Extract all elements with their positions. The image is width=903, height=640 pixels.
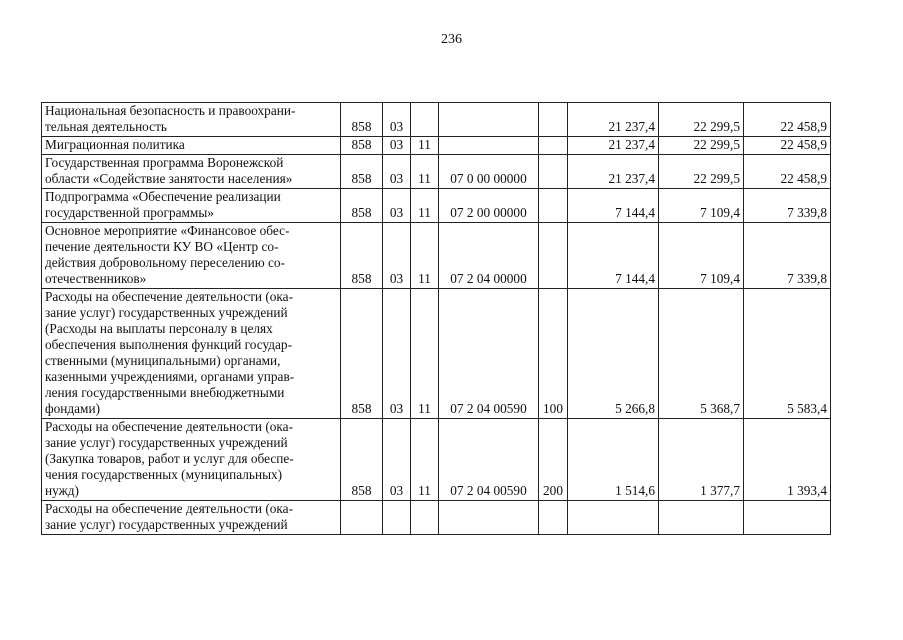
table-row — [42, 223, 831, 289]
cell-target-article — [439, 501, 539, 535]
cell-item-name — [42, 189, 341, 223]
cell-grbs — [341, 501, 383, 535]
cell-amount-year-3: 22 458,9 — [744, 155, 831, 189]
cell-item-name — [42, 501, 341, 535]
cell-subsection — [411, 501, 439, 535]
cell-amount-year-1: 21 237,4 — [568, 103, 659, 137]
item-name-line: Подпрограмма «Обеспечение реализации — [45, 189, 281, 204]
item-name-line: Государственная программа Воронежской — [45, 155, 284, 170]
cell-grbs: 858 — [341, 289, 383, 419]
cell-amount-year-1 — [568, 501, 659, 535]
table-row — [42, 155, 831, 189]
cell-amount-year-3 — [744, 501, 831, 535]
cell-subsection: 11 — [411, 189, 439, 223]
cell-amount-year-2: 7 109,4 — [659, 223, 744, 289]
cell-amount-year-3: 5 583,4 — [744, 289, 831, 419]
item-name-line: печение деятельности КУ ВО «Центр со- — [45, 239, 279, 254]
item-name-line: области «Содействие занятости населения» — [45, 171, 293, 186]
cell-amount-year-2: 22 299,5 — [659, 155, 744, 189]
cell-subsection: 11 — [411, 137, 439, 155]
cell-expense-type — [539, 501, 568, 535]
item-name-line: (Закупка товаров, работ и услуг для обеспе- — [45, 451, 294, 466]
table-row — [42, 419, 831, 501]
cell-amount-year-3: 22 458,9 — [744, 137, 831, 155]
cell-target-article: 07 2 00 00000 — [439, 189, 539, 223]
item-name-line: Миграционная политика — [45, 137, 185, 152]
cell-grbs: 858 — [341, 223, 383, 289]
cell-target-article: 07 2 04 00590 — [439, 289, 539, 419]
cell-expense-type — [539, 103, 568, 137]
item-name-line: нужд) — [45, 483, 79, 498]
table-row — [42, 137, 831, 155]
item-name-line: зание услуг) государственных учреждений — [45, 517, 288, 532]
item-name-line: отечественников» — [45, 271, 147, 286]
cell-expense-type — [539, 155, 568, 189]
cell-item-name — [42, 289, 341, 419]
item-name-line: ления государственными внебюджетными — [45, 385, 285, 400]
cell-section — [383, 501, 411, 535]
table-body — [42, 103, 831, 535]
cell-target-article: 07 2 04 00000 — [439, 223, 539, 289]
cell-amount-year-3: 7 339,8 — [744, 189, 831, 223]
cell-section: 03 — [383, 103, 411, 137]
table-row — [42, 501, 831, 535]
table-row — [42, 103, 831, 137]
cell-amount-year-1: 5 266,8 — [568, 289, 659, 419]
cell-expense-type — [539, 223, 568, 289]
cell-amount-year-2 — [659, 501, 744, 535]
cell-amount-year-1: 21 237,4 — [568, 137, 659, 155]
table-row — [42, 289, 831, 419]
cell-subsection — [411, 103, 439, 137]
item-name-line: Основное мероприятие «Финансовое обес- — [45, 223, 290, 238]
cell-item-name — [42, 419, 341, 501]
cell-expense-type: 200 — [539, 419, 568, 501]
cell-target-article: 07 0 00 00000 — [439, 155, 539, 189]
item-name-line: казенными учреждениями, органами управ- — [45, 369, 295, 384]
cell-amount-year-1: 21 237,4 — [568, 155, 659, 189]
item-name-line: тельная деятельность — [45, 119, 167, 134]
item-name-line: фондами) — [45, 401, 101, 416]
item-name-line: Расходы на обеспечение деятельности (ока- — [45, 419, 294, 434]
cell-amount-year-1: 7 144,4 — [568, 189, 659, 223]
cell-section: 03 — [383, 137, 411, 155]
cell-section: 03 — [383, 419, 411, 501]
cell-target-article — [439, 103, 539, 137]
cell-amount-year-3: 1 393,4 — [744, 419, 831, 501]
cell-amount-year-1: 1 514,6 — [568, 419, 659, 501]
cell-amount-year-3: 7 339,8 — [744, 223, 831, 289]
cell-grbs: 858 — [341, 137, 383, 155]
cell-item-name — [42, 223, 341, 289]
cell-expense-type — [539, 137, 568, 155]
cell-item-name — [42, 137, 341, 155]
cell-section: 03 — [383, 155, 411, 189]
cell-target-article: 07 2 04 00590 — [439, 419, 539, 501]
cell-section: 03 — [383, 289, 411, 419]
item-name-line: действия добровольному переселению со- — [45, 255, 285, 270]
cell-amount-year-2: 1 377,7 — [659, 419, 744, 501]
cell-grbs: 858 — [341, 155, 383, 189]
cell-amount-year-3: 22 458,9 — [744, 103, 831, 137]
cell-target-article — [439, 137, 539, 155]
item-name-line: Расходы на обеспечение деятельности (ока- — [45, 501, 294, 516]
item-name-line: (Расходы на выплаты персоналу в целях — [45, 321, 273, 336]
item-name-line: зание услуг) государственных учреждений — [45, 435, 288, 450]
item-name-line: ственными (муниципальными) органами, — [45, 353, 281, 368]
cell-expense-type: 100 — [539, 289, 568, 419]
cell-amount-year-2: 7 109,4 — [659, 189, 744, 223]
cell-expense-type — [539, 189, 568, 223]
item-name-line: зание услуг) государственных учреждений — [45, 305, 288, 320]
page-number: 236 — [441, 32, 462, 47]
cell-grbs: 858 — [341, 189, 383, 223]
cell-section: 03 — [383, 223, 411, 289]
cell-grbs: 858 — [341, 419, 383, 501]
cell-amount-year-2: 22 299,5 — [659, 137, 744, 155]
cell-item-name — [42, 103, 341, 137]
item-name-line: Национальная безопасность и правоохрани- — [45, 103, 296, 118]
item-name-line: чения государственных (муниципальных) — [45, 467, 283, 482]
cell-amount-year-2: 22 299,5 — [659, 103, 744, 137]
cell-subsection: 11 — [411, 419, 439, 501]
cell-section: 03 — [383, 189, 411, 223]
cell-amount-year-1: 7 144,4 — [568, 223, 659, 289]
cell-amount-year-2: 5 368,7 — [659, 289, 744, 419]
cell-subsection: 11 — [411, 223, 439, 289]
cell-subsection: 11 — [411, 155, 439, 189]
budget-table — [41, 102, 831, 535]
item-name-line: обеспечения выполнения функций государ- — [45, 337, 293, 352]
cell-subsection: 11 — [411, 289, 439, 419]
item-name-line: государственной программы» — [45, 205, 214, 220]
cell-item-name — [42, 155, 341, 189]
cell-grbs: 858 — [341, 103, 383, 137]
item-name-line: Расходы на обеспечение деятельности (ока- — [45, 289, 294, 304]
table-row — [42, 189, 831, 223]
